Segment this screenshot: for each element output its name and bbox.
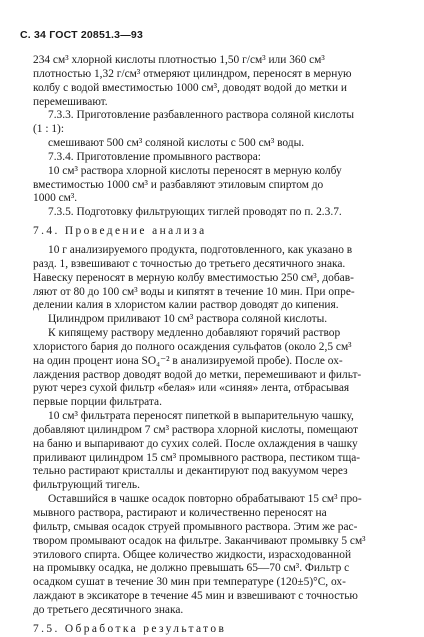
document-body [33, 54, 402, 637]
text-line: хлористого бария до полного осаждения сульфатов (около 2,5 см³ [33, 340, 352, 353]
text-line: фильтрующий тигель. [33, 479, 140, 492]
section-heading: 7.3.3. Приготовление разбавленного раствора соляной кислоты [48, 109, 355, 122]
text-line: вместимостью 1000 см³ и разбавляют этиловым спиртом до [33, 178, 324, 191]
text-line: 10 см³ фильтрата переносят пипеткой в выпарительную чашку, [48, 410, 354, 423]
text-line: на промывку осадка, не должно превышать 65—70 см³. Фильтр с [33, 562, 350, 575]
text-line: 10 г анализируемого продукта, подготовленного, как указано в [48, 243, 353, 256]
text-line: делении калия в хлористом калии раствор доводят до кипения. [33, 299, 339, 312]
text-line: руют через сухой фильтр «белая» или «синяя» лента, отбрасывая [33, 382, 350, 395]
text-line: колбу с водой вместимостью 1000 см³, доводят водой до метки и [33, 81, 348, 94]
text-line: Цилиндром приливают 10 см³ раствора соляной кислоты. [48, 313, 328, 326]
text-line: первые порции фильтрата. [33, 396, 162, 409]
text-line: 1000 см³. [33, 192, 78, 205]
section-heading: 7.3.4. Приготовление промывного раствора: [48, 150, 261, 163]
text-line: перемешивают. [33, 95, 108, 108]
text-line: 234 см³ хлорной кислоты плотностью 1,50 г/см³ или 360 см³ [33, 54, 325, 66]
text-line: лаждают в эксикаторе в течение 45 мин и взвешивают с точностью [33, 590, 358, 603]
section-heading: 7.4. Проведение анализа [33, 225, 207, 238]
text-line: разд. 1, взвешивают с точностью до третьего десятичного знака. [33, 257, 346, 270]
text-line: твором промывают осадок на фильтре. Заканчивают промывку 5 см³ [33, 534, 366, 547]
text-line: до третьего десятичного знака. [33, 603, 184, 616]
section-heading: 7.5. Обработка результатов [33, 622, 227, 635]
section-heading: 7.3.5. Подготовку фильтрующих тиглей проводят по п. 2.3.7. [48, 206, 342, 219]
text-line: ляют от 80 до 100 см³ воды и кипятят в течение 10 мин. При опре- [33, 285, 355, 298]
text-line: Навеску переносят в мерную колбу вместимостью 250 см³, добав- [33, 271, 354, 284]
text-line: фильтр, смывая осадок струей промывного раствора. Этим же рас- [33, 520, 358, 533]
text-line: этилового спирта. Общее количество жидкости, израсходованной [33, 548, 352, 561]
text-line: на один процент иона SO₄⁻² в анализируемой пробе). После ох- [33, 354, 343, 367]
text-line: смешивают 500 см³ соляной кислоты с 500 см³ воды. [48, 137, 305, 150]
text-line: 10 см³ раствора хлорной кислоты переносят в мерную колбу [48, 164, 342, 177]
text-line: тельно растирают кристаллы и декантируют под вакуумом через [33, 465, 348, 478]
text-line: лаждения раствор доводят водой до метки, перемешивают и фильт- [33, 368, 362, 381]
text-line: добавляют цилиндром 7 см³ раствора хлорной кислоты, помещают [33, 423, 358, 436]
text-line: осадком сушат в течение 30 мин при температуре (120±5)°С, ох- [33, 576, 346, 589]
text-line: (1 : 1): [33, 123, 65, 136]
text-line: Оставшийся в чашке осадок повторно обрабатывают 15 см³ про- [48, 493, 362, 506]
text-line: приливают цилиндром 15 см³ промывного раствора, пестиком тща- [33, 451, 361, 464]
page-header: С. 34 ГОСТ 20851.3—93 [20, 29, 143, 41]
text-line: мывного раствора, растирают и количественно переносят на [33, 507, 327, 519]
text-line: К кипящему раствору медленно добавляют горячий раствор [48, 327, 341, 340]
text-line: плотностью 1,32 г/см³ отмеряют цилиндром, переносят в мерную [33, 67, 352, 80]
text-line: на баню и выпаривают до сухих солей. После охлаждения в чашку [33, 437, 358, 450]
